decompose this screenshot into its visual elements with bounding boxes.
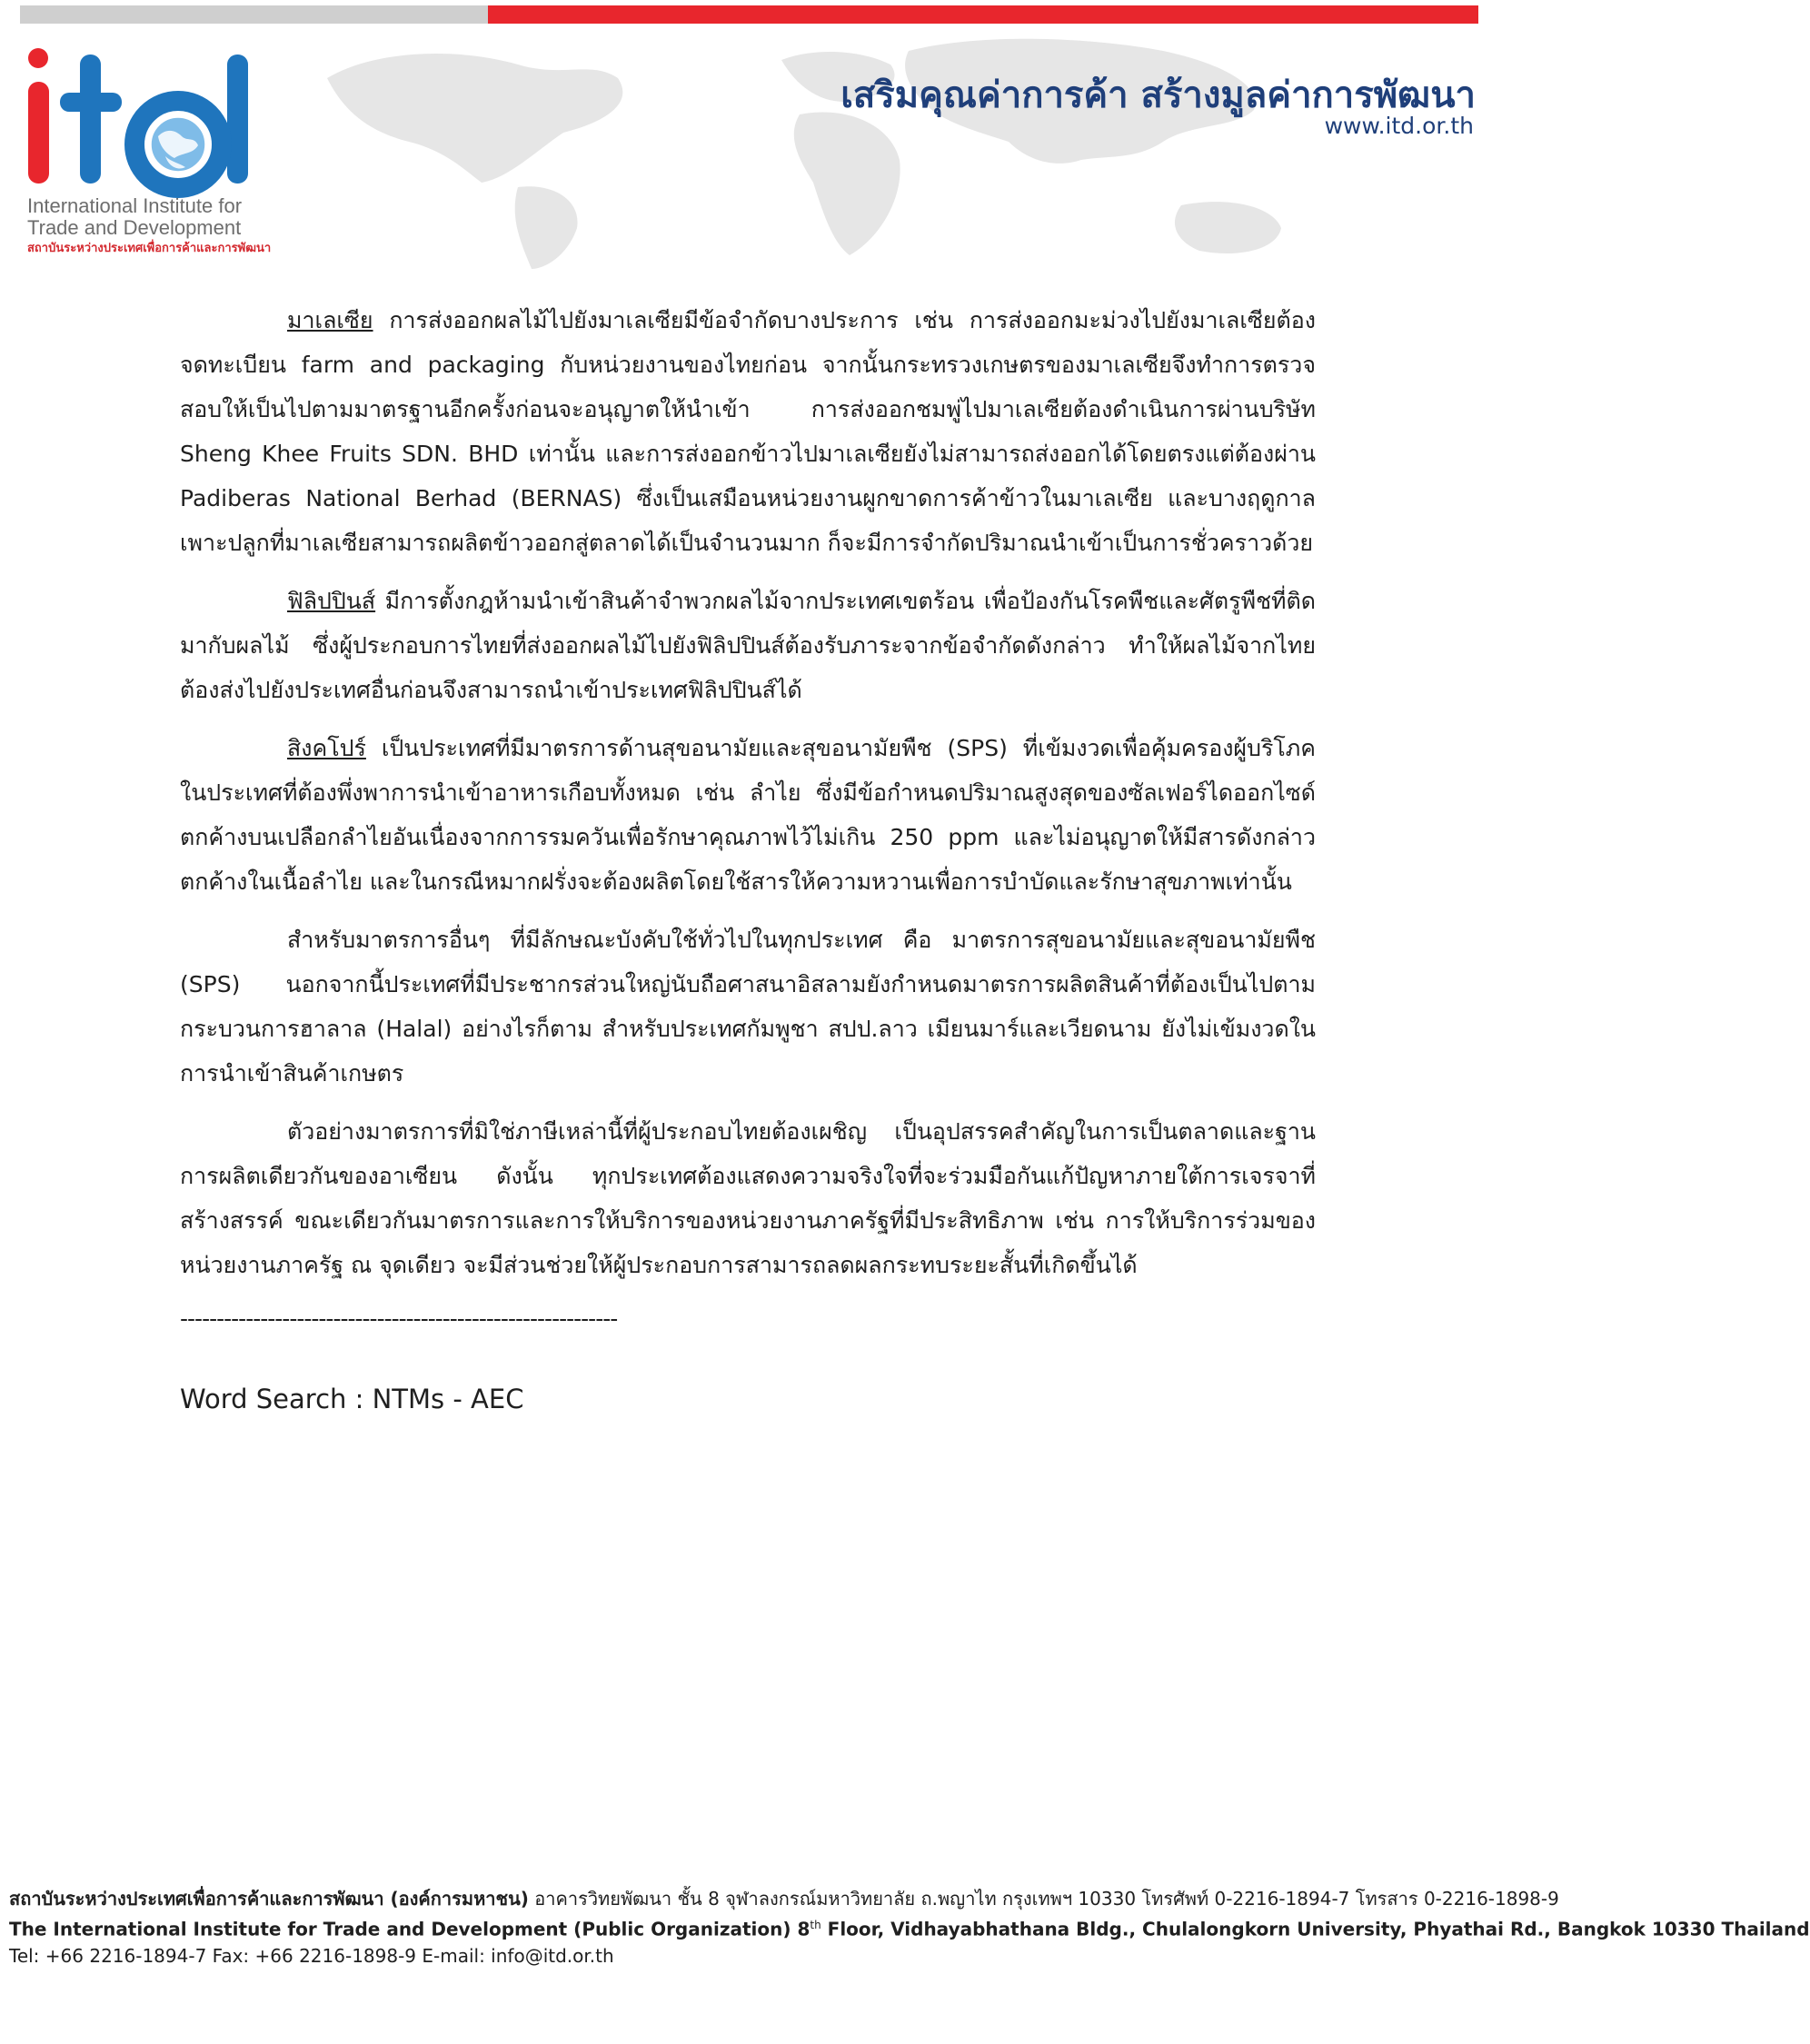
- country-heading-philippines: ฟิลิปปินส์: [287, 588, 376, 614]
- paragraph-conclusion: [180, 1109, 1316, 1287]
- footer: [9, 1886, 1810, 1970]
- logo-name-th: สถาบันระหว่างประเทศเพื่อการค้าและการพัฒนา: [27, 241, 272, 254]
- paragraph-text: ตัวอย่างมาตรการที่มิใช่ภาษีเหล่านี้ที่ผู้ประกอบไทยต้องเผชิญ เป็นอุปสรรคสำคัญในการเป็นตลาดและฐานการผลิตเดียวกันของอาเซียน ดังนั้น ทุกประเทศต้องแสดงความจริงใจที่จะร่วมมือกันแก้ปัญหาภายใต้การเจรจาที่สร้างสรรค์ ขณะเดียวกันมาตรการและการให้บริการของหน่วยงานภาครัฐที่มีประสิทธิภาพ เช่น การให้บริการร่วมของหน่วยงานภาครัฐ ณ จุดเดียว จะมีส่วนช่วยให้ผู้ประกอบการสามารถลดผลกระทบระยะสั้นที่เกิดขึ้นได้: [180, 1118, 1316, 1278]
- paragraph-text: มีการตั้งกฎห้ามนำเข้าสินค้าจำพวกผลไม้จากประเทศเขตร้อน เพื่อป้องกันโรคพืชและศัตรูพืชที่ติดมากับผลไม้ ซึ่งผู้ประกอบการไทยที่ส่งออกผลไม้ไปยังฟิลิปปินส์ต้องรับภาระจากข้อจำกัดดังกล่าว ทำให้ผลไม้จากไทยต้องส่งไปยังประเทศอื่นก่อนจึงสามารถนำเข้าประเทศฟิลิปปินส์ได้: [180, 588, 1316, 703]
- paragraph-other-measures: [180, 918, 1316, 1096]
- word-search: Word Search : NTMs - AEC: [180, 1384, 524, 1414]
- logo-name-en-line1: International Institute for: [27, 194, 243, 217]
- world-map-watermark: [291, 24, 1499, 269]
- country-heading-malaysia: มาเลเซีย: [287, 307, 373, 333]
- paragraph-text: การส่งออกผลไม้ไปยังมาเลเซียมีข้อจำกัดบางประการ เช่น การส่งออกมะม่วงไปยังมาเลเซียต้องจดทะเบียน farm and packaging กับหน่วยงานของไทยก่อน จากนั้นกระทรวงเกษตรของมาเลเซียจึงทำการตรวจสอบให้เป็นไปตามมาตรฐานอีกครั้งก่อนจะอนุญาตให้นำเข้า การส่งออกชมพู่ไปมาเลเซียต้องดำเนินการผ่านบริษัท Sheng Khee Fruits SDN. BHD เท่านั้น และการส่งออกข้าวไปมาเลเซียยังไม่สามารถส่งออกได้โดยตรงแต่ต้องผ่าน Padiberas National Berhad (BERNAS) ซึ่งเป็นเสมือนหน่วยงานผูกขาดการค้าข้าวในมาเลเซีย และบางฤดูกาลเพาะปลูกที่มาเลเซียสามารถผลิตข้าวออกสู่ตลาดได้เป็นจำนวนมาก ก็จะมีการจำกัดปริมาณนำเข้าเป็นการชั่วคราวด้วย: [180, 307, 1316, 556]
- footer-address-en: Floor, Vidhayabhathana Bldg., Chulalongkorn University, Phyathai Rd., Bangkok 10330 Thailand: [820, 1918, 1810, 1940]
- itd-wordmark: [25, 47, 271, 197]
- section-divider: ------------------------------------------------------------: [180, 1305, 618, 1332]
- footer-line-en: [9, 1912, 1810, 1943]
- footer-line-th: [9, 1886, 1559, 1912]
- footer-org-th: สถาบันระหว่างประเทศเพื่อการค้าและการพัฒนา (องค์การมหาชน): [9, 1888, 529, 1910]
- header-bar-grey: [20, 5, 488, 24]
- footer-org-en: The International Institute for Trade and Development (Public Organization) 8: [9, 1918, 811, 1940]
- footer-address-th: อาคารวิทยพัฒนา ชั้น 8 จุฬาลงกรณ์มหาวิทยาลัย ถ.พญาไท กรุงเทพฯ 10330 โทรศัพท์ 0-2216-1894-7 โทรสาร 0-2216-1898-9: [528, 1888, 1559, 1910]
- itd-logo: [25, 47, 271, 256]
- document-body: [180, 298, 1316, 1417]
- paragraph-malaysia: [180, 298, 1316, 565]
- header-website: www.itd.or.th: [1324, 113, 1474, 139]
- logo-name-en-line2: Trade and Development: [27, 216, 242, 239]
- header-bar-red: [488, 5, 1478, 24]
- paragraph-text: เป็นประเทศที่มีมาตรการด้านสุขอนามัยและสุขอนามัยพืช (SPS) ที่เข้มงวดเพื่อคุ้มครองผู้บริโภคในประเทศที่ต้องพึ่งพาการนำเข้าอาหารเกือบทั้งหมด เช่น ลำไย ซึ่งมีข้อกำหนดปริมาณสูงสุดของซัลเฟอร์ไดออกไซด์ตกค้างบนเปลือกลำไยอันเนื่องจากการรมควันเพื่อรักษาคุณภาพไว้ไม่เกิน 250 ppm และไม่อนุญาตให้มีสารดังกล่าวตกค้างในเนื้อลำไย และในกรณีหมากฝรั่งจะต้องผลิตโดยใช้สารให้ความหวานเพื่อการบำบัดและรักษาสุขภาพเท่านั้น: [180, 735, 1316, 895]
- footer-floor-suffix: th: [810, 1919, 821, 1931]
- footer-contact: Tel: +66 2216-1894-7 Fax: +66 2216-1898-9 E-mail: info@itd.or.th: [9, 1944, 614, 1967]
- country-heading-singapore: สิงคโปร์: [287, 735, 366, 761]
- paragraph-text: สำหรับมาตรการอื่นๆ ที่มีลักษณะบังคับใช้ทั่วไปในทุกประเทศ คือ มาตรการสุขอนามัยและสุขอนามัยพืช (SPS) นอกจากนี้ประเทศที่มีประชากรส่วนใหญ่นับถือศาสนาอิสลามยังกำหนดมาตรการผลิตสินค้าที่ต้องเป็นไปตามกระบวนการฮาลาล (Halal) อย่างไรก็ตาม สำหรับประเทศกัมพูชา สปป.ลาว เมียนมาร์และเวียดนาม ยังไม่เข้มงวดในการนำเข้าสินค้าเกษตร: [180, 927, 1316, 1086]
- paragraph-philippines: [180, 579, 1316, 712]
- header-slogan: เสริมคุณค่าการค้า สร้างมูลค่าการพัฒนา: [840, 74, 1476, 116]
- paragraph-singapore: [180, 726, 1316, 904]
